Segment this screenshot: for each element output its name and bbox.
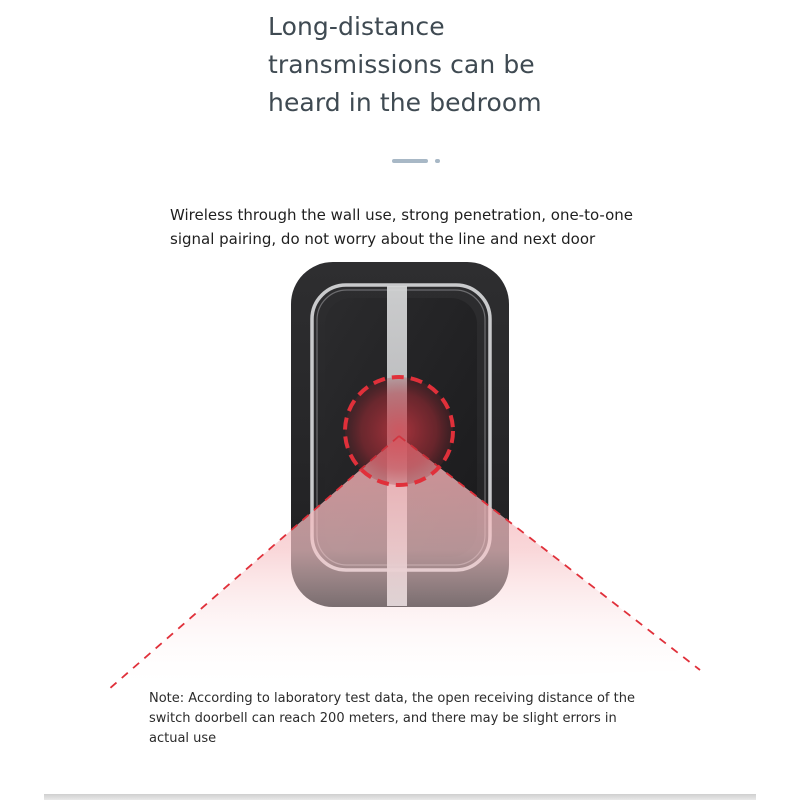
subtitle-line: Wireless through the wall use, strong penetration, one-to-one — [170, 206, 634, 224]
headline-line: Long-distance — [268, 12, 445, 41]
note-line: Note: According to laboratory test data, the open receiving distance of the — [149, 691, 635, 706]
disclaimer-note — [149, 689, 669, 749]
note-line: switch doorbell can reach 200 meters, and there may be slight errors in — [149, 711, 617, 726]
note-line: actual use — [149, 731, 217, 746]
bottom-divider — [44, 794, 756, 800]
signal-source-icon — [345, 377, 453, 485]
headline-line: heard in the bedroom — [268, 88, 542, 117]
subtitle-line: signal pairing, do not worry about the line and next door — [170, 230, 596, 248]
headline-line: transmissions can be — [268, 50, 535, 79]
